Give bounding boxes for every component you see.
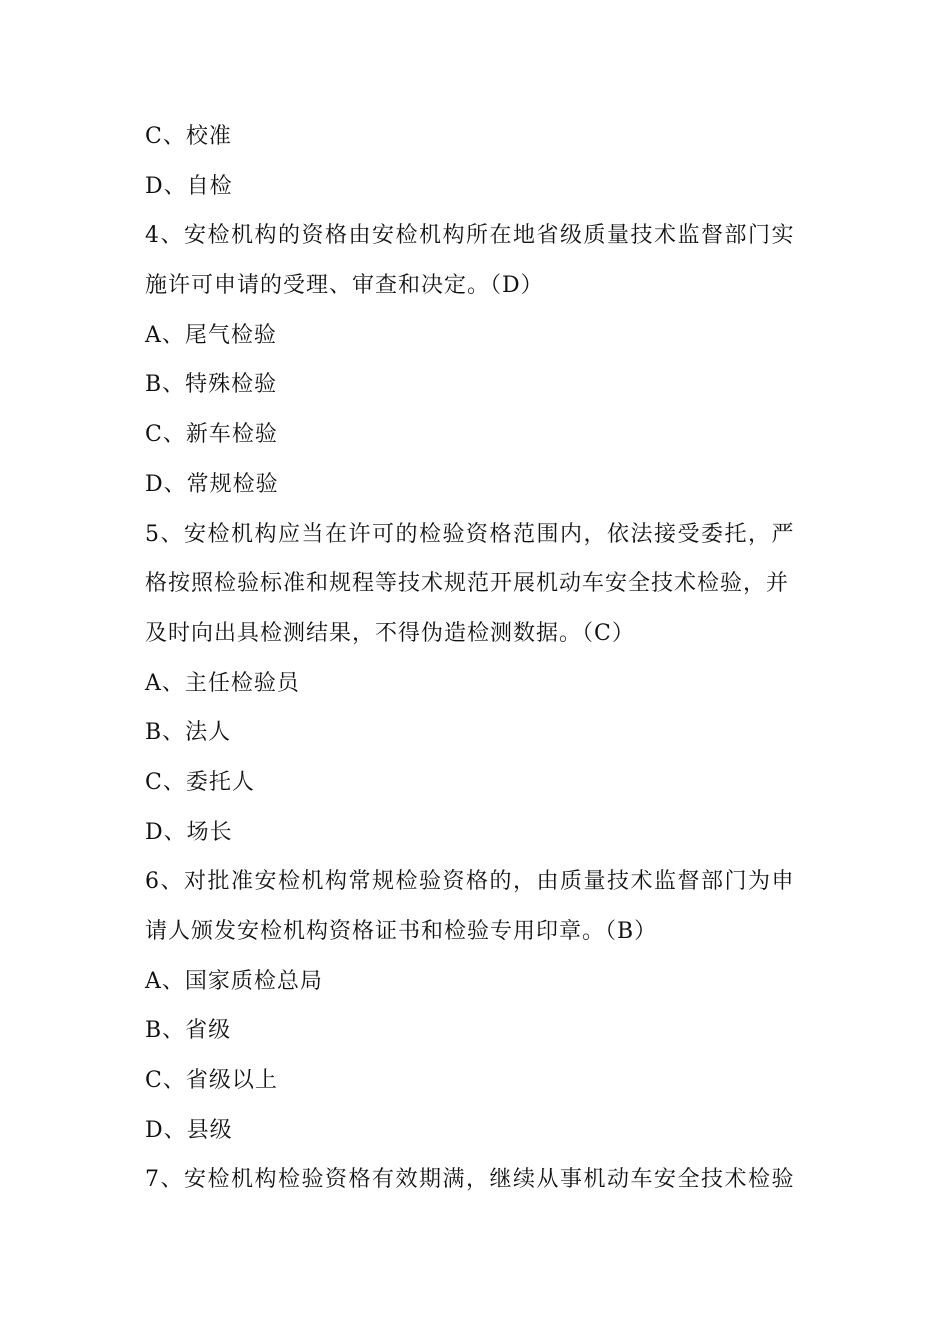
answer-option: D、场长 [145, 819, 233, 845]
answer-option: D、自检 [145, 173, 233, 199]
answer-option: C、校准 [145, 124, 232, 149]
answer-option: C、委托人 [145, 769, 255, 795]
answer-option: C、新车检验 [145, 422, 278, 448]
question [145, 510, 810, 659]
answer-option: D、县级 [145, 1117, 233, 1143]
question-line: 5、安检机构应当在许可的检验资格范围内，依法接受委托，严 [145, 521, 795, 547]
answer-option: A、国家质检总局 [145, 968, 323, 994]
question [145, 857, 810, 956]
answer-option: A、尾气检验 [145, 322, 277, 348]
answer-option: A、主任检验员 [145, 670, 300, 696]
question-line: 4、安检机构的资格由安检机构所在地省级质量技术监督部门实 [145, 223, 795, 249]
question-line: 6、对批准安检机构常规检验资格的，由质量技术监督部门为申 [145, 869, 795, 895]
question-line: 格按照检验标准和规程等技术规范开展机动车安全技术检验，并 [145, 571, 790, 597]
answer-option: B、法人 [145, 720, 232, 746]
question-line: 施许可申请的受理、审查和决定。（D） [145, 273, 544, 299]
question [145, 1155, 810, 1205]
question-line: 7、安检机构检验资格有效期满，继续从事机动车安全技术检验 [145, 1167, 795, 1193]
question [145, 211, 810, 310]
question-line: 及时向出具检测结果，不得伪造检测数据。（C） [145, 620, 635, 646]
answer-option: B、特殊检验 [145, 372, 278, 398]
answer-option: D、常规检验 [145, 471, 279, 497]
document-body [145, 112, 810, 1205]
answer-option: C、省级以上 [145, 1068, 278, 1094]
answer-option: B、省级 [145, 1018, 232, 1044]
question-line: 请人颁发安检机构资格证书和检验专用印章。（B） [145, 919, 658, 944]
